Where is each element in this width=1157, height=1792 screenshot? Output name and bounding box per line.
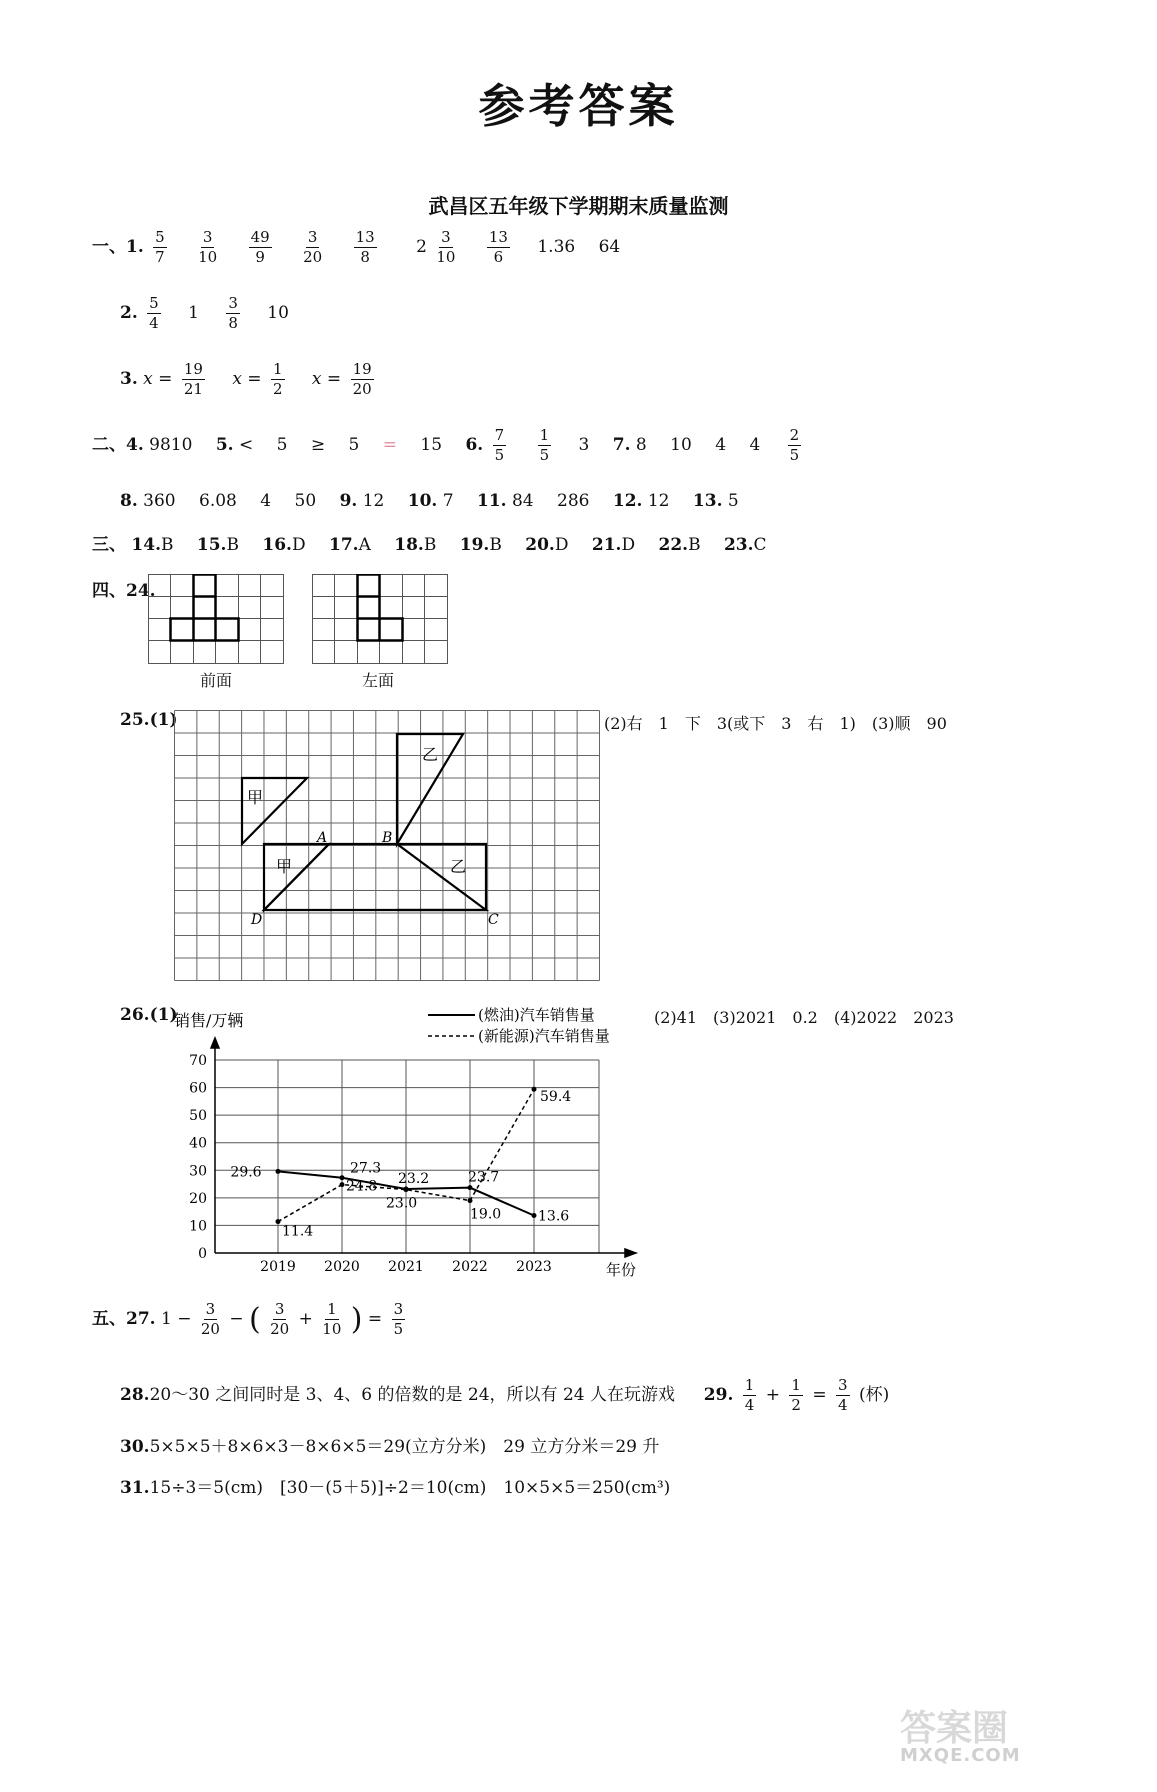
- x-axis-title: 年份: [606, 1261, 637, 1279]
- triangle-jia-moved: [264, 844, 329, 910]
- question-number: 29.: [703, 1385, 734, 1405]
- answer-value: 7: [442, 491, 454, 511]
- answer-value: =: [382, 435, 398, 455]
- fraction: $\frac{1}{2}$: [272, 360, 283, 398]
- data-label: 59.4: [540, 1089, 572, 1106]
- answer-value: D: [554, 535, 569, 555]
- data-point: [340, 1182, 345, 1187]
- data-label: 19.0: [470, 1206, 502, 1223]
- answer-value: ): [350, 1302, 363, 1337]
- answer-row-3: [120, 362, 378, 397]
- answer-value: x =: [232, 369, 262, 389]
- question-number: 16.: [262, 535, 292, 555]
- question-number: 四、24.: [92, 581, 156, 601]
- question-number: 19.: [459, 535, 490, 555]
- answer-row-1: [92, 230, 620, 265]
- answer-value: =: [812, 1385, 827, 1405]
- q25-answer: (2)右 1 下 3(或下 3 右 1) (3)顺 90: [604, 714, 947, 733]
- answer-row-4: [92, 428, 805, 463]
- answer-value: =: [367, 1309, 383, 1329]
- fraction: $\frac{13}{8}$: [355, 228, 375, 266]
- label-yi: 乙: [422, 745, 439, 764]
- answer-value: 64: [598, 237, 621, 257]
- data-label: 24.8: [346, 1178, 378, 1195]
- section-label: 三、: [92, 535, 126, 555]
- point-a-label: A: [317, 830, 328, 846]
- y-tick-label: 10: [189, 1218, 207, 1235]
- fraction: $\frac{19}{20}$: [352, 360, 372, 398]
- answer-value: 15÷3＝5(cm) [30－(5＋5)]÷2＝10(cm) 10×5×5＝250(cm³): [149, 1478, 671, 1498]
- fraction: $\frac{5}{7}$: [155, 228, 165, 266]
- answer-value: 50: [294, 491, 317, 511]
- answer-value: 360: [143, 491, 176, 511]
- x-tick-label: 2019: [260, 1259, 296, 1275]
- answer-value: 10: [670, 435, 692, 455]
- answer-value: 4: [260, 491, 272, 511]
- data-point: [404, 1187, 409, 1192]
- question-number: 2.: [120, 303, 138, 323]
- label-jia-moved: 甲: [276, 857, 293, 876]
- data-label: 23.7: [468, 1169, 500, 1186]
- answer-value: 10: [267, 303, 289, 323]
- fraction: $\frac{7}{5}$: [494, 426, 505, 464]
- watermark-logo: 答案圈: [900, 1708, 1009, 1749]
- answer-value: 2: [416, 237, 427, 257]
- answer-value: 9810: [149, 435, 193, 455]
- answer-value: 4: [749, 435, 761, 455]
- y-tick-label: 0: [198, 1246, 207, 1262]
- fraction: $\frac{1}{10}$: [322, 1300, 342, 1338]
- answer-value: +: [765, 1385, 780, 1405]
- answer-value: 8: [635, 435, 647, 455]
- data-point: [532, 1087, 537, 1092]
- y-tick-label: 20: [189, 1190, 207, 1207]
- fraction: $\frac{1}{4}$: [744, 1376, 755, 1414]
- y-axis-title: 销售/万辆: [174, 1011, 244, 1030]
- fraction: $\frac{3}{8}$: [228, 294, 238, 332]
- x-tick-label: 2022: [452, 1259, 488, 1275]
- data-point: [276, 1219, 281, 1224]
- y-tick-label: 50: [189, 1108, 207, 1125]
- question-number: 25.(1): [120, 710, 178, 730]
- question-number: 10.: [407, 491, 438, 511]
- page-title: 参考答案: [478, 79, 679, 133]
- answer-value: −: [229, 1309, 244, 1329]
- question-number: 9.: [339, 491, 358, 511]
- fraction: $\frac{3}{10}$: [198, 228, 218, 266]
- watermark-url: MXQE.COM: [900, 1745, 1021, 1766]
- question-number: 6.: [465, 435, 484, 455]
- data-label: 11.4: [282, 1223, 314, 1240]
- answer-value: 5×5×5＋8×6×3－8×6×5＝29(立方分米) 29 立方分米＝29 升: [149, 1437, 660, 1457]
- question-number: 一、1.: [92, 237, 144, 257]
- answer-value: (: [249, 1302, 261, 1337]
- answer-row-30: [120, 1432, 659, 1457]
- fraction: $\frac{2}{5}$: [789, 426, 800, 464]
- question-number: 8.: [120, 491, 138, 511]
- front-view-grid: [148, 574, 284, 664]
- answer-value: C: [753, 535, 767, 555]
- answer-value: 5: [727, 491, 739, 511]
- fraction: $\frac{3}{20}$: [270, 1300, 290, 1338]
- question-number: 12.: [612, 491, 643, 511]
- fraction: $\frac{49}{9}$: [250, 228, 270, 266]
- y-tick-label: 60: [189, 1080, 207, 1097]
- left-view-caption: 左面: [362, 671, 395, 690]
- answer-value: D: [291, 535, 306, 555]
- answer-row-14: [92, 530, 767, 555]
- answer-row-8: [120, 491, 739, 511]
- fraction: $\frac{3}{4}$: [838, 1376, 848, 1414]
- data-point: [340, 1175, 345, 1180]
- legend-solid-label: (燃油)汽车销售量: [478, 1006, 595, 1024]
- y-tick-label: 70: [189, 1053, 207, 1069]
- answer-row-27: [92, 1302, 409, 1337]
- x-tick-label: 2020: [324, 1259, 360, 1275]
- data-label: 27.3: [350, 1160, 382, 1177]
- question-number: 26.(1): [120, 1005, 178, 1025]
- question-number: 3.: [120, 369, 138, 389]
- answer-value: 1: [188, 303, 199, 323]
- answer-value: 4: [715, 435, 727, 455]
- answer-value: +: [298, 1309, 313, 1329]
- data-point: [276, 1169, 281, 1174]
- question-number: 五、27.: [92, 1309, 156, 1329]
- answer-value: 5: [348, 435, 360, 455]
- answer-value: x =: [143, 369, 173, 389]
- question-number: 23.: [723, 535, 754, 555]
- sales-line-chart: [170, 1000, 650, 1290]
- data-point: [468, 1198, 473, 1203]
- answer-value: 5: [276, 435, 288, 455]
- page-subtitle: 武昌区五年级下学期期末质量监测: [428, 194, 729, 218]
- fraction: $\frac{19}{21}$: [183, 360, 203, 398]
- answer-value: 1 −: [160, 1309, 192, 1329]
- answer-value: 15: [420, 435, 443, 455]
- answer-value: 12: [362, 491, 385, 511]
- question-number: 15.: [196, 535, 227, 555]
- answer-value: (杯): [858, 1385, 890, 1405]
- point-b-label: B: [382, 830, 393, 846]
- fraction: $\frac{5}{4}$: [149, 294, 159, 332]
- answer-value: x =: [311, 369, 342, 389]
- fraction: $\frac{3}{10}$: [436, 228, 456, 266]
- front-view-caption: 前面: [200, 671, 233, 690]
- answer-row-31: [120, 1473, 670, 1498]
- fraction: $\frac{1}{5}$: [539, 426, 550, 464]
- answer-value: 12: [647, 491, 670, 511]
- data-label: 29.6: [230, 1164, 262, 1181]
- question-number: 14.: [131, 535, 161, 555]
- answer-value: B: [423, 535, 437, 555]
- answer-value: <: [238, 435, 254, 455]
- data-label: 13.6: [538, 1208, 570, 1225]
- answer-value: 6.08: [199, 491, 237, 511]
- legend-dashed-label: (新能源)汽车销售量: [478, 1027, 610, 1045]
- answer-value: B: [160, 535, 174, 555]
- fraction: $\frac{13}{6}$: [488, 228, 508, 266]
- q26-answer: (2)41 (3)2021 0.2 (4)2022 2023: [654, 1008, 954, 1027]
- answer-value: B: [688, 535, 701, 555]
- question-number: 5.: [215, 435, 234, 455]
- label-yi-moved: 乙: [450, 857, 467, 876]
- data-label: 23.0: [386, 1195, 418, 1212]
- question-number: 二、4.: [92, 435, 144, 455]
- question-number: 28.: [120, 1385, 150, 1405]
- answer-value: B: [489, 535, 502, 555]
- data-label: 23.2: [398, 1171, 430, 1188]
- data-point: [532, 1213, 537, 1218]
- answer-value: 20～30 之间同时是 3、4、6 的倍数的是 24，所以有 24 人在玩游戏: [149, 1385, 675, 1405]
- question-number: 20.: [525, 535, 555, 555]
- point-c-label: C: [488, 912, 499, 928]
- data-point: [468, 1185, 473, 1190]
- question-number: 11.: [476, 491, 507, 511]
- label-jia: 甲: [247, 788, 264, 807]
- answer-value: B: [226, 535, 239, 555]
- answer-row-2: [120, 296, 289, 331]
- answer-value: 3: [578, 435, 590, 455]
- question-number: 17.: [329, 535, 359, 555]
- y-tick-label: 40: [189, 1135, 207, 1152]
- answer-value: ≥: [310, 435, 326, 455]
- answer-value: 84: [511, 491, 534, 511]
- fraction: $\frac{3}{5}$: [393, 1300, 404, 1338]
- left-view-grid: [312, 574, 448, 664]
- question-number: 22.: [658, 535, 689, 555]
- point-d-label: D: [251, 912, 263, 928]
- answer-value: D: [621, 535, 636, 555]
- question-number: 30.: [120, 1437, 150, 1457]
- question-number: 31.: [120, 1478, 150, 1498]
- fraction: $\frac{3}{20}$: [200, 1300, 220, 1338]
- translation-rotation-grid: [174, 710, 600, 982]
- fraction: $\frac{3}{20}$: [303, 228, 323, 266]
- question-number: 21.: [591, 535, 622, 555]
- answer-value: 1.36: [537, 237, 576, 257]
- answer-value: 286: [557, 491, 590, 511]
- fraction: $\frac{1}{2}$: [791, 1376, 801, 1414]
- y-tick-label: 30: [189, 1163, 207, 1180]
- answer-value: A: [358, 535, 371, 555]
- question-number: 18.: [394, 535, 424, 555]
- question-number: 13.: [692, 491, 723, 511]
- question-number: 7.: [612, 435, 631, 455]
- x-tick-label: 2021: [388, 1259, 424, 1275]
- x-tick-label: 2023: [516, 1259, 552, 1275]
- answer-row-28: [120, 1378, 889, 1413]
